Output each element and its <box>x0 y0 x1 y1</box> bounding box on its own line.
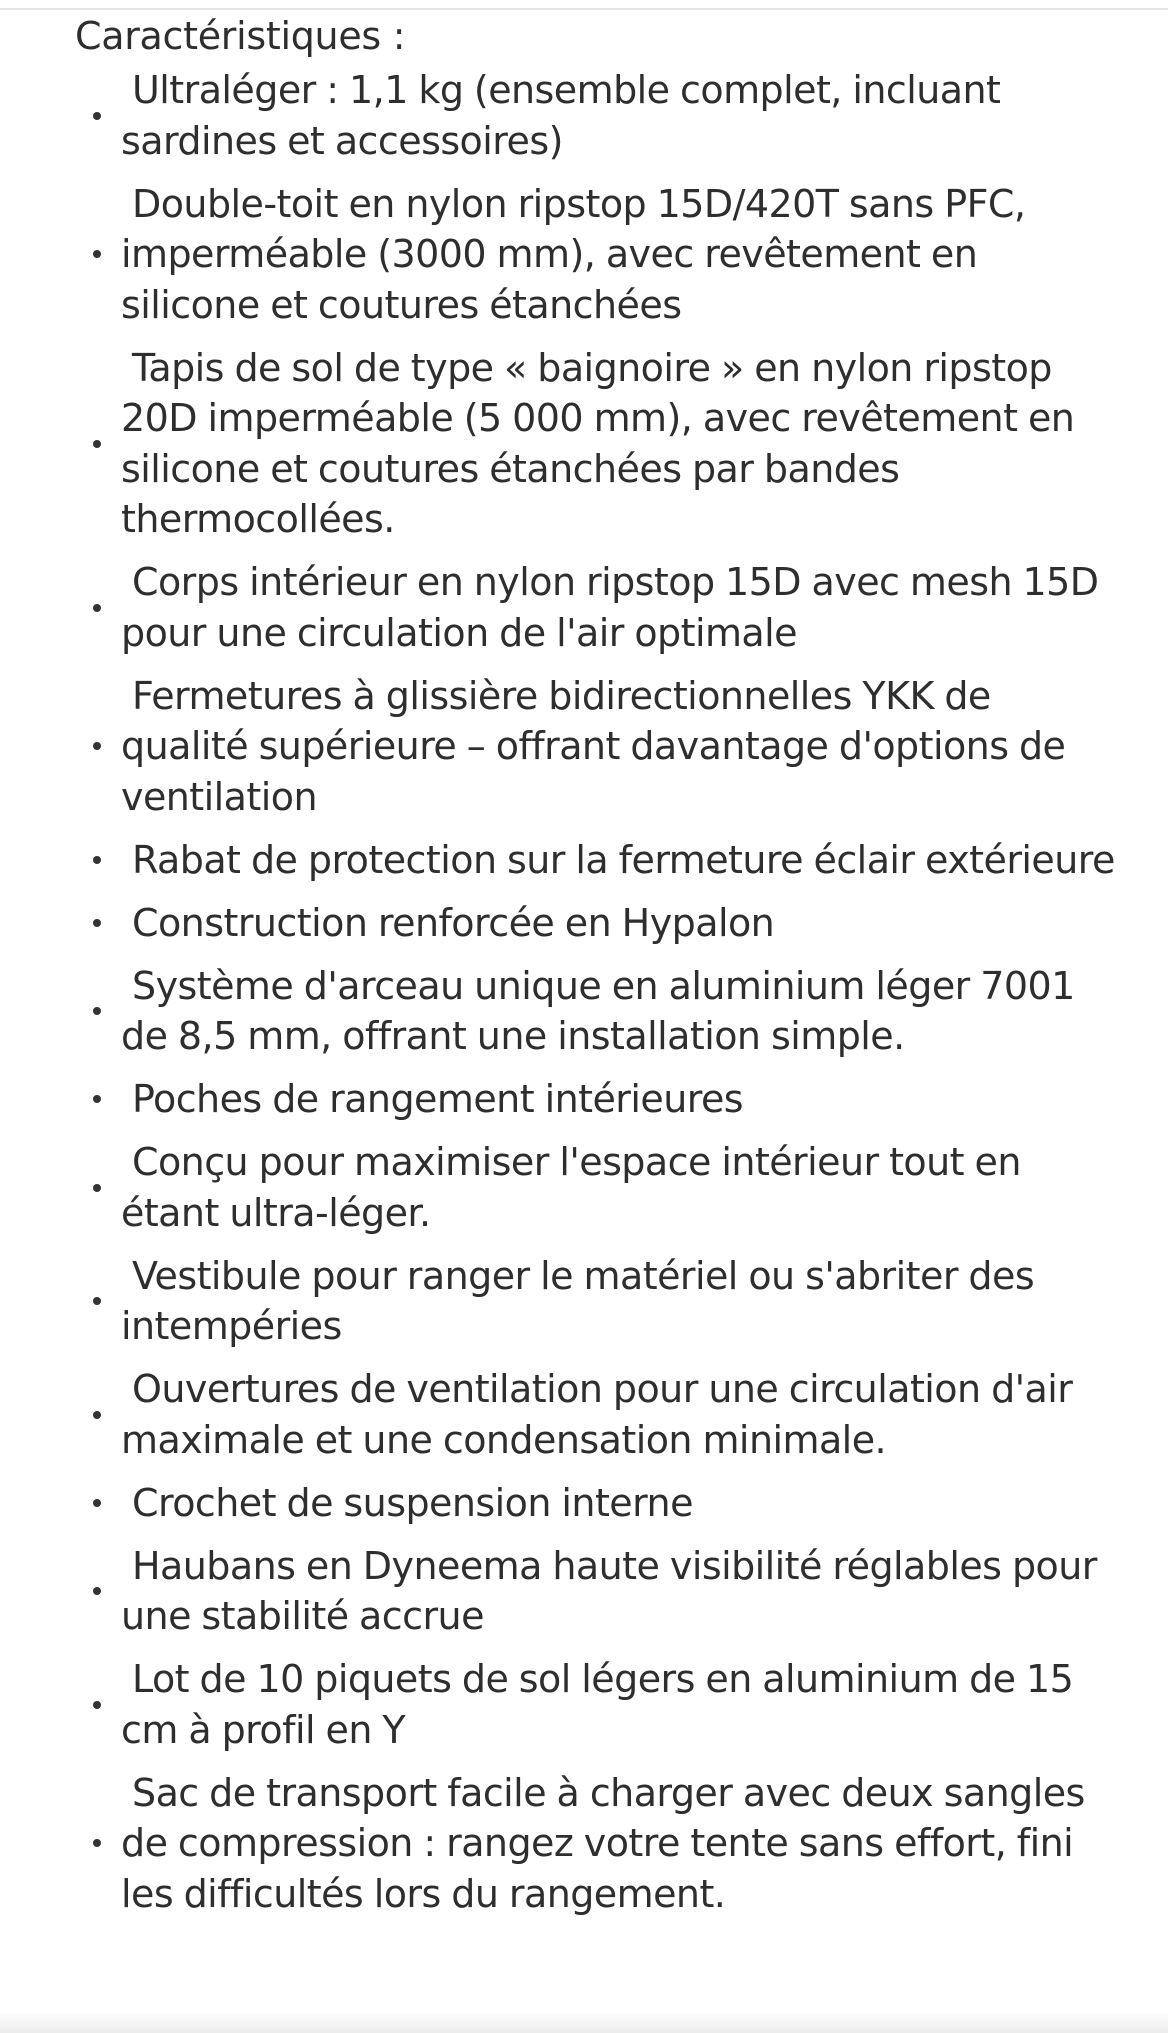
bullet-icon <box>93 856 101 864</box>
list-item <box>75 1137 1115 1238</box>
list-item-text: Poches de rangement intérieures <box>132 1077 744 1121</box>
bullet-icon <box>93 1184 101 1192</box>
features-section <box>75 10 1115 1932</box>
bullet-icon <box>93 1095 101 1103</box>
list-item-text: Ultraléger : 1,1 kg (ensemble complet, incluant sardines et accessoires) <box>121 68 1001 163</box>
list-item <box>75 1478 1115 1529</box>
bullet-icon <box>93 1499 101 1507</box>
bullet-icon <box>93 919 101 927</box>
list-item-text: Tapis de sol de type « baignoire » en nylon ripstop 20D imperméable (5 000 mm), avec revêtement en silicone et coutures étanchées par bandes thermocollées. <box>121 345 1075 541</box>
list-item <box>75 65 1115 166</box>
list-item-text: Ouvertures de ventilation pour une circulation d'air maximale et une condensation minimale. <box>121 1367 1073 1462</box>
bullet-icon <box>93 742 101 750</box>
list-item <box>75 343 1115 545</box>
bullet-icon <box>93 1007 101 1015</box>
list-item-text: Haubans en Dyneema haute visibilité réglables pour une stabilité accrue <box>121 1543 1097 1638</box>
list-item-text: Système d'arceau unique en aluminium léger 7001 de 8,5 mm, offrant une installation simple. <box>121 963 1075 1058</box>
features-list <box>75 65 1115 1919</box>
list-item <box>75 898 1115 949</box>
bullet-icon <box>93 1587 101 1595</box>
list-item <box>75 179 1115 331</box>
bottom-fade <box>0 2011 1168 2033</box>
list-item-text: Conçu pour maximiser l'espace intérieur tout en étant ultra-léger. <box>121 1140 1021 1235</box>
list-item-text: Vestibule pour ranger le matériel ou s'abriter des intempéries <box>121 1253 1035 1348</box>
bullet-icon <box>93 1411 101 1419</box>
list-item <box>75 1364 1115 1465</box>
list-item <box>75 1541 1115 1642</box>
section-heading: Caractéristiques : <box>75 14 406 58</box>
list-item <box>75 1074 1115 1125</box>
list-item-text: Lot de 10 piquets de sol légers en aluminium de 15 cm à profil en Y <box>121 1657 1074 1752</box>
bullet-icon <box>93 250 101 258</box>
list-item-text: Corps intérieur en nylon ripstop 15D avec mesh 15D pour une circulation de l'air optimale <box>121 560 1099 655</box>
list-item-text: Rabat de protection sur la fermeture éclair extérieure <box>132 837 1115 882</box>
list-item <box>75 671 1115 823</box>
list-item <box>75 557 1115 658</box>
list-item-text: Fermetures à glissière bidirectionnelles YKK de qualité supérieure – offrant davantage d'options de ventilation <box>121 673 1066 819</box>
list-item <box>75 1768 1115 1920</box>
list-item-text: Construction renforcée en Hypalon <box>132 900 775 945</box>
list-item <box>75 1251 1115 1352</box>
list-item-text: Sac de transport facile à charger avec deux sangles de compression : rangez votre tente sans effort, fini les difficultés lors du rangement. <box>121 1770 1085 1916</box>
bullet-icon <box>93 112 101 120</box>
bullet-icon <box>93 1297 101 1305</box>
list-item <box>75 835 1115 886</box>
bullet-icon <box>93 1701 101 1709</box>
list-item-text: Crochet de suspension interne <box>132 1480 693 1525</box>
list-item <box>75 1654 1115 1755</box>
bullet-icon <box>93 604 101 612</box>
bullet-icon <box>93 1839 101 1847</box>
list-item-text: Double-toit en nylon ripstop 15D/420T sans PFC, imperméable (3000 mm), avec revêtement en silicone et coutures étanchées <box>121 181 1026 327</box>
list-item <box>75 961 1115 1062</box>
bullet-icon <box>93 440 101 448</box>
